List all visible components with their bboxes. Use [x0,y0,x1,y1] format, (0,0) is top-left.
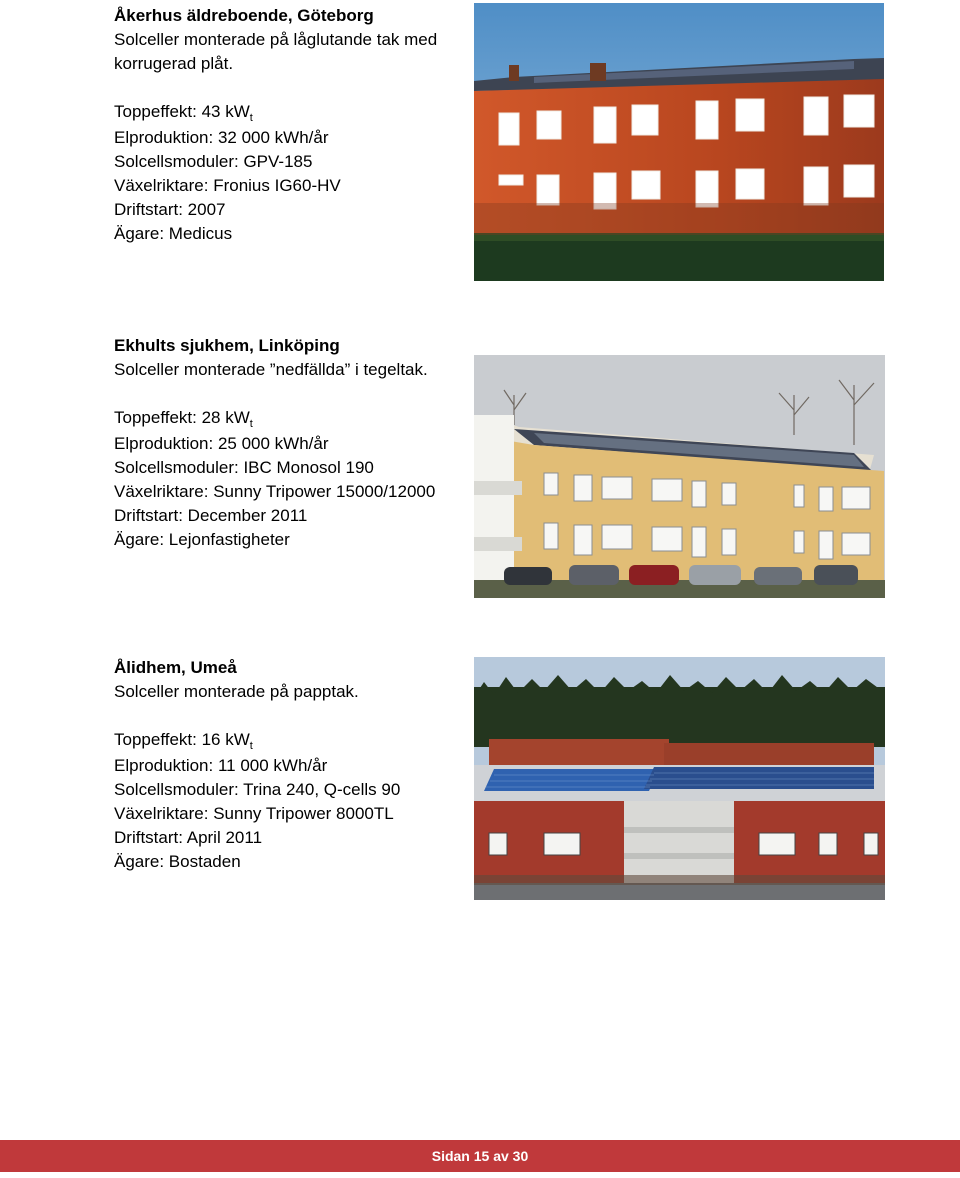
peak-power: Toppeffekt: 43 $kW_t$ [114,102,253,124]
photo-akerhus [474,3,884,281]
modules: Solcellsmoduler: IBC Monosol 190 [114,458,374,477]
entry-alidhem [114,656,464,874]
owner: Ägare: Medicus [114,224,233,243]
entry-title: Ålidhem, Umeå [114,658,237,677]
entry-title: Ekhults sjukhem, Linköping [114,336,340,355]
start-date: Driftstart: December 2011 [114,506,308,525]
production: Elproduktion: 32 000 kWh/år [114,128,329,147]
inverter: Växelriktare: Sunny Tripower 8000TL [114,804,394,823]
page-number: Sidan 15 av 30 [431,1148,529,1164]
entry-akerhus [114,4,464,246]
start-date: Driftstart: April 2011 [114,828,263,847]
page-footer [0,1140,960,1172]
owner: Ägare: Bostaden [114,852,241,871]
entry-description: Solceller monterade på låglutande tak med korrugerad plåt. [114,30,438,73]
peak-power: Toppeffekt: 16 $kW_t$ [114,730,253,752]
inverter: Växelriktare: Fronius IG60-HV [114,176,341,195]
peak-power: Toppeffekt: 28 $kW_t$ [114,408,253,430]
entry-title: Åkerhus äldreboende, Göteborg [114,6,374,25]
photo-alidhem [474,657,885,900]
modules: Solcellsmoduler: GPV-185 [114,152,313,171]
production: Elproduktion: 11 000 kWh/år [114,756,328,775]
production: Elproduktion: 25 000 kWh/år [114,434,329,453]
start-date: Driftstart: 2007 [114,200,226,219]
entry-ekhult [114,334,464,552]
inverter: Växelriktare: Sunny Tripower 15000/12000 [114,482,436,501]
modules: Solcellsmoduler: Trina 240, Q-cells 90 [114,780,401,799]
entry-description: Solceller monterade ”nedfällda” i tegeltak. [114,360,428,379]
photo-ekhult [474,355,885,598]
owner: Ägare: Lejonfastigheter [114,530,290,549]
entry-description: Solceller monterade på papptak. [114,682,359,701]
